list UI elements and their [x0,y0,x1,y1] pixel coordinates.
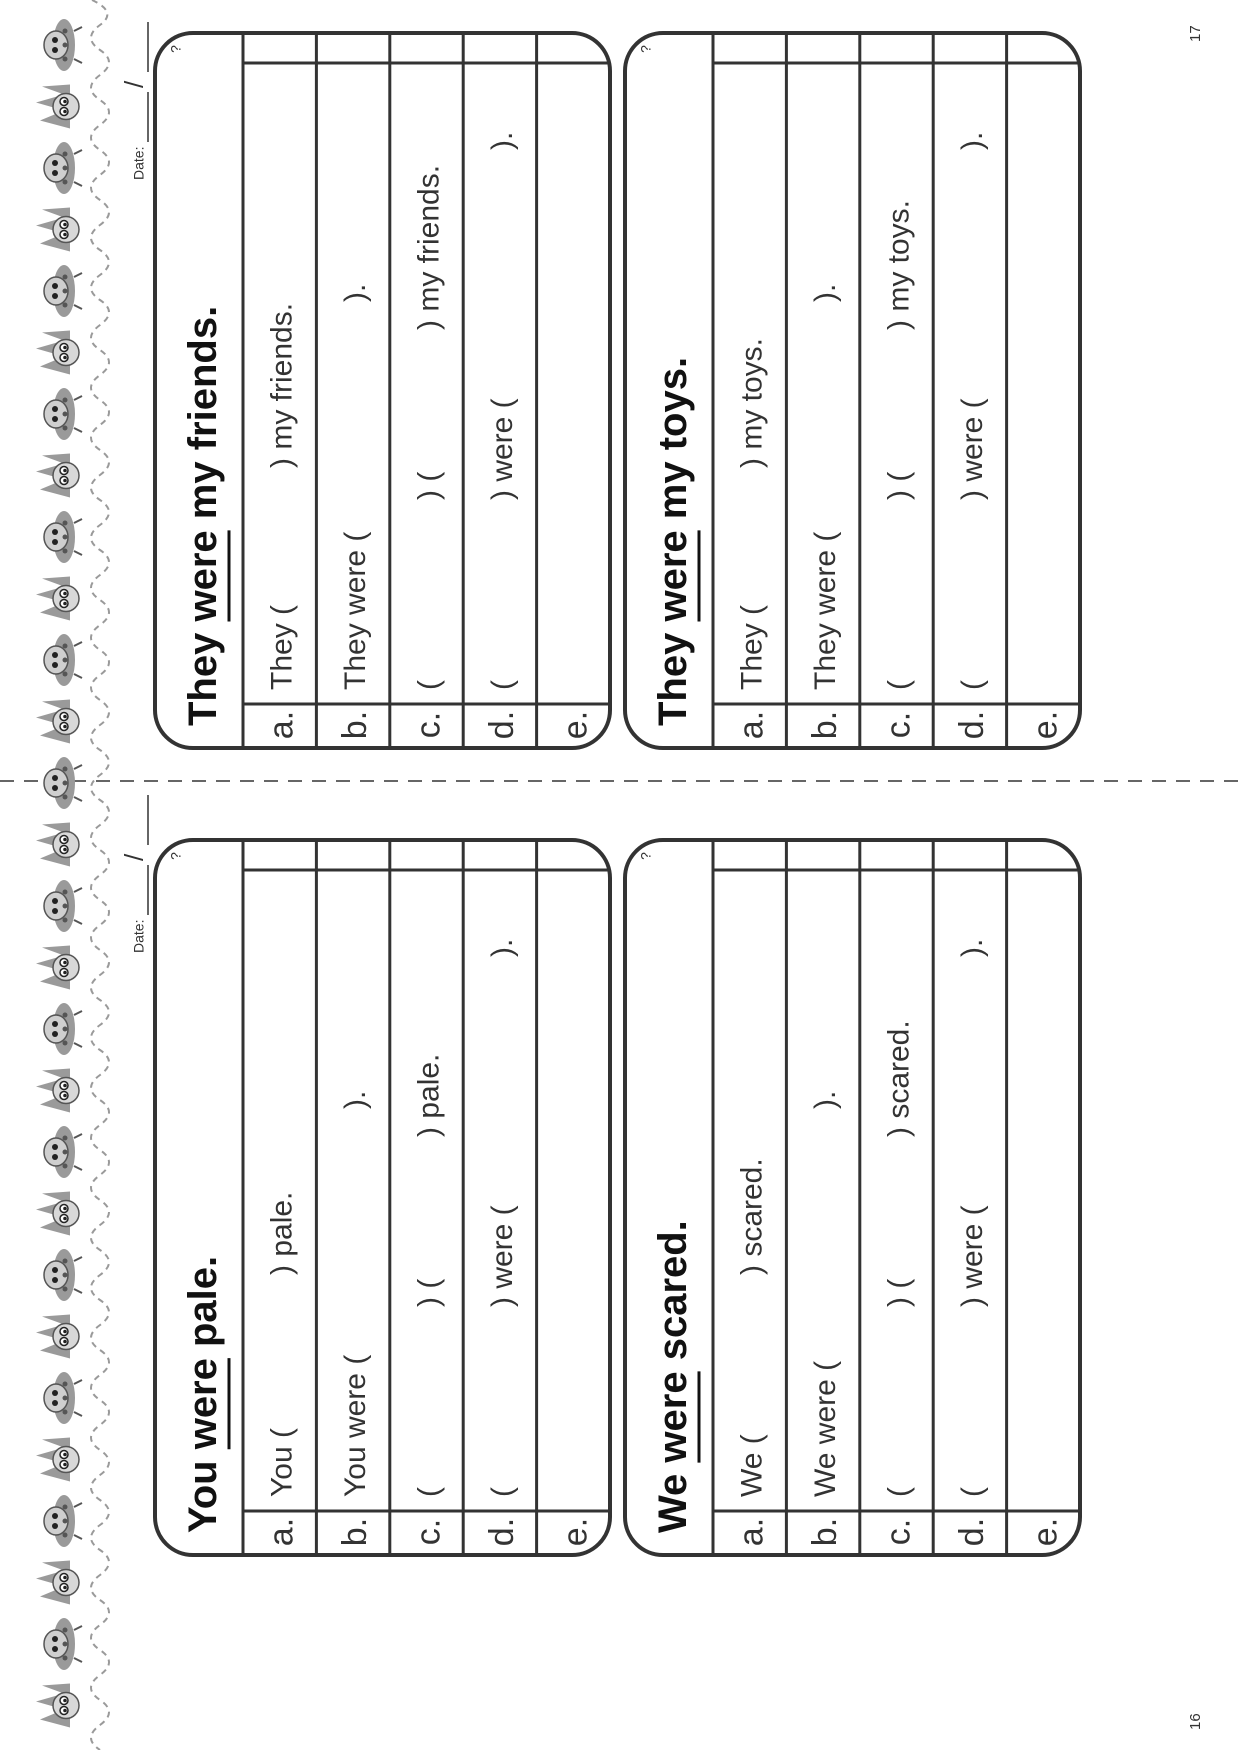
leg [74,182,82,186]
date-label: Date: [130,146,147,180]
eye-icon [52,908,58,914]
pupil [63,223,67,227]
answer-writing-area[interactable] [320,874,385,1509]
pupil [63,1207,67,1211]
exercise-box [155,33,610,748]
pupil [63,1084,67,1088]
exercise-row [394,874,459,1545]
answer-writing-area[interactable] [1011,874,1076,1509]
light-dot [63,549,68,554]
alien-bug-icon [36,946,79,990]
light-dot [63,1505,68,1510]
answer-writing-area[interactable] [717,874,782,1509]
date-field [119,22,149,180]
leg [74,1134,82,1138]
leg [74,150,82,154]
row-letter: e. [1026,710,1065,740]
pupil [63,1340,67,1344]
light-dot [63,1027,68,1032]
pupil [63,971,67,975]
title-subject: They [180,632,225,726]
light-dot [63,1013,68,1018]
light-dot [63,672,68,677]
leg [74,888,82,892]
light-dot [63,1259,68,1264]
eye-icon [52,1277,58,1283]
page-number: 16 [1186,1713,1204,1730]
title-subject: They [650,632,695,726]
title-space [651,1463,695,1474]
pupil [63,110,67,114]
leg [74,551,82,555]
title-verb: were [650,1371,695,1463]
decorative-border-line [91,0,109,1750]
row-letter: a. [262,1517,301,1547]
light-dot [63,904,68,909]
light-dot [63,1519,68,1524]
row-letter: e. [556,710,595,740]
eye-icon [52,1144,58,1150]
eye-icon [52,37,58,43]
leg [74,920,82,924]
light-dot [63,29,68,34]
answer-writing-area[interactable] [717,67,782,702]
light-dot [63,781,68,786]
question-mark: ? [167,45,184,53]
date-separator: / [118,80,149,88]
question-mark: ? [637,45,654,53]
pupil [63,1699,67,1703]
exercise-row [394,67,459,738]
exercise-row [864,874,929,1545]
leg [74,1412,82,1416]
answer-writing-area[interactable] [320,67,385,702]
eye-icon [52,170,58,176]
pupil [63,1330,67,1334]
exercise-row [1011,67,1076,739]
answer-writing-area[interactable] [467,874,532,1509]
eye-icon [52,416,58,422]
alien-bug-icon [36,454,79,498]
leg [74,519,82,523]
leg [74,1535,82,1539]
pupil [63,1586,67,1590]
answer-writing-area[interactable] [937,67,1002,702]
alien-saucer-icon [44,757,82,809]
row-letter: c. [409,711,448,739]
pupil [63,233,67,237]
pupil [63,592,67,596]
page-number: 17 [1186,25,1204,42]
row-letter: e. [1026,1517,1065,1547]
alien-saucer-icon [44,388,82,440]
eye-icon [52,293,58,299]
light-dot [63,43,68,48]
light-dot [63,1382,68,1387]
light-dot [63,412,68,417]
leg [74,765,82,769]
leg [74,273,82,277]
title-rest: my toys. [650,356,695,520]
row-letter: d. [952,1517,991,1547]
leg [74,396,82,400]
light-dot [63,289,68,294]
light-dot [63,57,68,62]
leg [74,59,82,63]
exercise-row [467,874,532,1546]
date-field [119,795,149,953]
light-dot [63,166,68,171]
alien-saucer-icon [44,19,82,71]
title-verb: were [180,1358,225,1450]
light-dot [63,1656,68,1661]
exercise-row [247,874,312,1546]
answer-writing-area[interactable] [864,874,929,1509]
exercise-row [541,67,606,739]
eye-icon [52,283,58,289]
eye-icon [52,1513,58,1519]
eye-icon [52,662,58,668]
title-text [651,1220,695,1533]
light-dot [63,1287,68,1292]
answer-writing-area[interactable] [541,874,606,1509]
light-dot [63,1164,68,1169]
pupil [63,838,67,842]
answer-writing-area[interactable] [790,874,855,1509]
light-dot [63,1396,68,1401]
eye-icon [52,1154,58,1160]
eye-icon [52,47,58,53]
question-mark: ? [167,852,184,860]
title-verb: were [180,530,225,622]
exercise-title [181,1256,229,1533]
leg [74,1658,82,1662]
pupil [63,725,67,729]
row-letter: b. [336,710,375,740]
light-dot [63,426,68,431]
row-letter: b. [806,710,845,740]
row-letter: c. [879,711,918,739]
leg [74,1166,82,1170]
alien-saucer-icon [44,265,82,317]
alien-bug-icon [36,823,79,867]
title-space [651,622,695,633]
exercise-row [467,67,532,739]
page-number-right [1187,25,1204,42]
light-dot [63,1273,68,1278]
answer-writing-area[interactable] [790,67,855,702]
leg [74,27,82,31]
eye-icon [52,406,58,412]
alien-bug-icon [36,85,79,129]
exercise-box [625,33,1080,748]
eye-icon [52,160,58,166]
light-dot [63,1628,68,1633]
leg [74,797,82,801]
pupil [63,1463,67,1467]
pupil [63,346,67,350]
light-dot [63,521,68,526]
title-text [651,357,695,726]
light-dot [63,658,68,663]
answer-writing-area[interactable] [541,67,606,702]
date-separator: / [118,853,149,861]
leg [74,1380,82,1384]
exercise-row [1011,874,1076,1546]
row-letter: e. [556,1517,595,1547]
answer-writing-area[interactable] [394,67,459,702]
light-dot [63,918,68,923]
eye-icon [52,529,58,535]
pupil [63,1094,67,1098]
exercise-row [790,874,855,1546]
alien-saucer-icon [44,1618,82,1670]
exercise-title [181,306,229,726]
light-dot [63,1642,68,1647]
eye-icon [52,1523,58,1529]
exercise-row [937,874,1002,1546]
title-text [181,306,225,726]
leg [74,428,82,432]
leg [74,1011,82,1015]
alien-saucer-icon [44,1372,82,1424]
question-mark: ? [637,852,654,860]
pupil [63,479,67,483]
alien-bug-icon [36,700,79,744]
light-dot [63,767,68,772]
light-dot [63,1041,68,1046]
alien-saucer-icon [44,1495,82,1547]
exercise-row [717,67,782,739]
eye-icon [52,1031,58,1037]
alien-bug-icon [36,1315,79,1359]
row-letter: b. [336,1517,375,1547]
exercise-row [864,67,929,738]
eye-icon [52,1400,58,1406]
title-rest: scared. [650,1220,695,1361]
title-space [181,622,225,633]
answer-writing-area[interactable] [247,874,312,1509]
alien-bug-icon [36,1561,79,1605]
title-text [181,1256,225,1533]
answer-writing-area[interactable] [937,874,1002,1509]
alien-saucer-icon [44,142,82,194]
alien-saucer-icon [44,634,82,686]
light-dot [63,535,68,540]
light-dot [63,1410,68,1415]
title-space [181,519,225,530]
eye-icon [52,539,58,545]
title-subject: We [650,1473,695,1533]
light-dot [63,275,68,280]
row-letter: b. [806,1517,845,1547]
leg [74,1503,82,1507]
light-dot [63,180,68,185]
exercise-row [717,874,782,1546]
light-dot [63,398,68,403]
alien-saucer-icon [44,511,82,563]
title-rest: my friends. [180,305,225,520]
title-space [651,1360,695,1371]
alien-bug-icon [36,1684,79,1728]
alien-bug-icon [36,331,79,375]
exercise-row [937,67,1002,739]
row-letter: c. [409,1518,448,1546]
row-letter: d. [952,710,991,740]
exercise-row [790,67,855,739]
title-subject: You [180,1460,225,1533]
leg [74,642,82,646]
pupil [63,1217,67,1221]
row-letter: d. [482,1517,521,1547]
row-letter: a. [732,1517,771,1547]
pupil [63,602,67,606]
title-verb: were [650,530,695,622]
row-letter: a. [262,710,301,740]
eye-icon [52,775,58,781]
title-space [181,1449,225,1460]
exercise-row [320,67,385,739]
eye-icon [52,1636,58,1642]
page-number-left [1187,1713,1204,1730]
alien-bug-icon [36,1192,79,1236]
leg [74,1626,82,1630]
alien-saucer-icon [44,1249,82,1301]
light-dot [63,644,68,649]
alien-saucer-icon [44,1126,82,1178]
leg [74,674,82,678]
eye-icon [52,785,58,791]
answer-writing-area[interactable] [394,874,459,1509]
light-dot [63,890,68,895]
answer-writing-area[interactable] [864,67,929,702]
pupil [63,1453,67,1457]
leg [74,1289,82,1293]
eye-icon [52,1267,58,1273]
answer-writing-area[interactable] [467,67,532,702]
alien-bug-icon [36,208,79,252]
title-space [651,519,695,530]
row-letter: c. [879,1518,918,1546]
alien-bug-icon [36,1438,79,1482]
alien-bug-icon [36,1069,79,1113]
pupil [63,715,67,719]
eye-icon [52,1021,58,1027]
light-dot [63,795,68,800]
exercise-row [320,874,385,1546]
row-letter: d. [482,710,521,740]
leg [74,1257,82,1261]
title-rest: pale. [180,1255,225,1347]
pupil [63,356,67,360]
pupil [63,1709,67,1713]
exercise-box [625,840,1080,1555]
eye-icon [52,1646,58,1652]
exercise-box [155,840,610,1555]
pupil [63,961,67,965]
eye-icon [52,898,58,904]
exercise-title [651,1220,699,1533]
answer-writing-area[interactable] [247,67,312,702]
alien-saucer-icon [44,1003,82,1055]
exercise-row [247,67,312,739]
date-label: Date: [130,919,147,953]
answer-writing-area[interactable] [1011,67,1076,702]
exercise-title [651,357,699,726]
row-letter: a. [732,710,771,740]
alien-saucer-icon [44,880,82,932]
pupil [63,469,67,473]
exercise-row [541,874,606,1546]
eye-icon [52,1390,58,1396]
light-dot [63,152,68,157]
light-dot [63,1150,68,1155]
alien-bug-icon [36,577,79,621]
light-dot [63,1136,68,1141]
pupil [63,1576,67,1580]
eye-icon [52,652,58,658]
light-dot [63,1533,68,1538]
title-space [181,1347,225,1358]
light-dot [63,303,68,308]
pupil [63,848,67,852]
leg [74,1043,82,1047]
pupil [63,100,67,104]
leg [74,305,82,309]
